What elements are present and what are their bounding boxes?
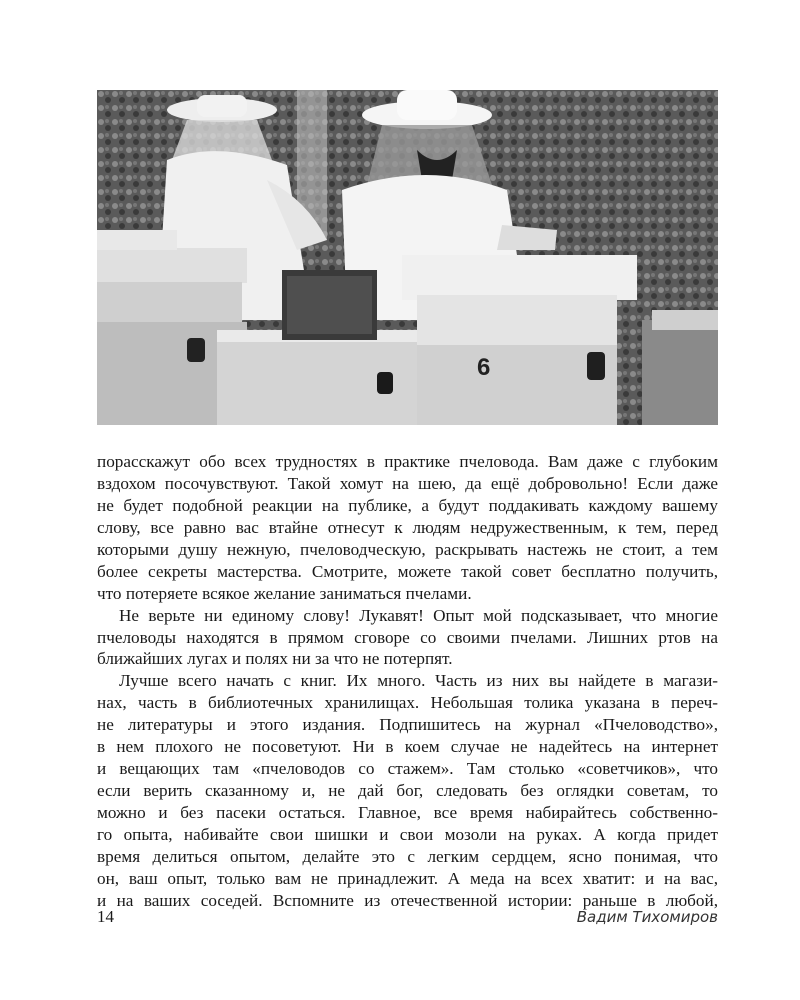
- text-line: можно и без пасеки остаться. Главное, все время набирайтесь собственно-: [97, 803, 718, 822]
- text-line: более секреты мастерства. Смотрите, можете такой совет бесплатно получить,: [97, 561, 718, 581]
- text-line: нах, часть в библиотечных хранилищах. Небольшая толика указана в переч-: [97, 693, 718, 713]
- beekeepers-photo: [97, 90, 718, 425]
- text-line: Лучше всего начать с книг. Их много. Часть из них вы найдете в магази-: [119, 671, 718, 691]
- text-line: в нем плохого не посоветуют. Ни в коем случае не надейтесь на интернет: [97, 737, 718, 757]
- text-line: порасскажут обо всех трудностях в практике пчеловода. Вам даже с глубоким: [97, 452, 718, 471]
- text-line: время делиться опытом, делайте это с легким сердцем, ясно понимая, что: [97, 846, 718, 866]
- text-line: го опыта, набивайте свои шишки и свои мозоли на руках. А когда придет: [97, 824, 718, 844]
- text-line: он, ваш опыт, только вам не принадлежит. А меда на всех хватит: и на вас,: [97, 868, 718, 888]
- body-text: [97, 451, 718, 912]
- hive-number: 6: [477, 354, 491, 381]
- text-line: слову, все равно вас втайне отнесут к людям недружественным, к тем, перед: [97, 517, 718, 537]
- text-line: и на ваших соседей. Вспомните из отечественной истории: раньше в любой,: [97, 890, 718, 910]
- text-line: ближайших лугах и полях ни за что не потерпят.: [97, 649, 453, 669]
- running-footer-author: Вадим Тихомиров: [576, 908, 718, 926]
- text-line: вздохом посочувствуют. Такой хомут на шею, да ещё добровольно! Если даже: [97, 473, 718, 493]
- text-line: которыми душу нежную, пчеловодческую, раскрывать настежь не стоит, а тем: [97, 539, 718, 559]
- text-line: если верить сказанному и, не дай бог, следовать без оглядки советам, то: [97, 781, 718, 801]
- text-line: пчеловоды находятся в прямом сговоре со своими пчелами. Лишних ртов на: [97, 627, 718, 647]
- page-number: 14: [97, 907, 114, 926]
- text-line: что потеряете всякое желание заниматься пчелами.: [97, 583, 472, 603]
- text-line: и вещающих там «пчеловодов со стажем». Там столько «советчиков», что: [97, 759, 718, 779]
- text-line: Не верьте ни единому слову! Лукавят! Опыт мой подсказывает, что многие: [119, 605, 718, 625]
- text-line: не будет подобной реакции на публике, а будут поддакивать каждому вашему: [97, 495, 718, 515]
- text-line: не литературы и этого издания. Подпишитесь на журнал «Пчеловодство»,: [97, 715, 718, 735]
